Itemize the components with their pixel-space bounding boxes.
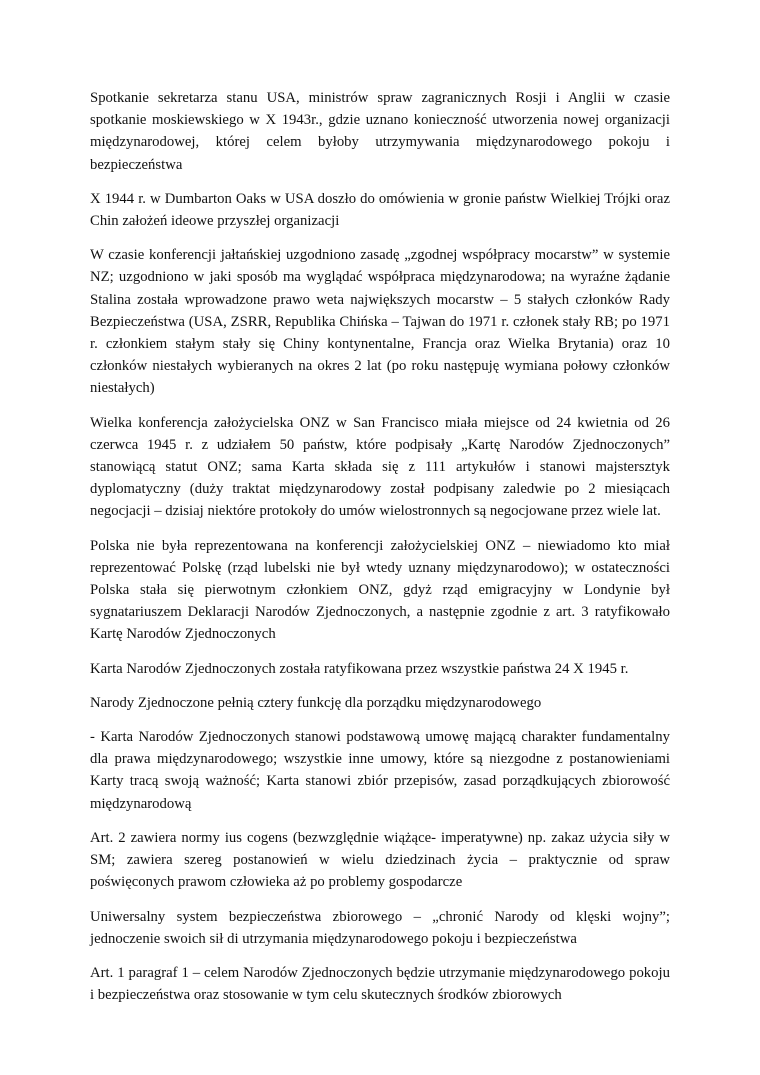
paragraph-collective-security: Uniwersalny system bezpieczeństwa zbiorowego – „chronić Narody od klęski wojny”; jednoczenie swoich sił di utrzymania międzynarodowego pokoju i bezpieczeństwa <box>90 908 670 947</box>
document-body <box>90 87 670 1006</box>
paragraph-ratification: Karta Narodów Zjednoczonych została ratyfikowana przez wszystkie państwa 24 X 1945 r. <box>90 660 629 677</box>
paragraph-yalta-conference: W czasie konferencji jałtańskiej uzgodniono zasadę „zgodnej współpracy mocarstw” w systemie NZ; uzgodniono w jaki sposób ma wyglądać współpraca międzynarodowa; na wyraźne żądanie Stalina została wprowadzone prawo weta największych mocarstw – 5 stałych członków Rady Bezpieczeństwa (USA, ZSRR, Republika Chińska – Tajwan do 1971 r. członek stały RB; po 1971 r. członkiem stałym stały się Chiny kontynentalne, Francja oraz Wielka Brytania) oraz 10 członków niestałych wybieranych na okres 2 lat (po roku następuję wymiana połowy członków niestałych) <box>90 247 670 397</box>
paragraph-article-2: Art. 2 zawiera normy ius cogens (bezwzględnie wiążące- imperatywne) np. zakaz użycia siły w SM; zawiera szereg postanowień w wielu dziedzinach życia – praktycznie od spraw poświęconych prawom człowieka aż po problemy gospodarcze <box>90 829 670 891</box>
paragraph-poland-membership: Polska nie była reprezentowana na konferencji założycielskiej ONZ – niewiadomo kto miał reprezentować Polskę (rząd lubelski nie był wtedy uznany międzynarodowo); w ostateczności Polska stała się pierwotnym członkiem ONZ, gdyż rząd emigracyjny w Londynie był sygnatariuszem Deklaracji Narodów Zjednoczonych, a następnie zgodnie z art. 3 ratyfikowało Kartę Narodów Zjednoczonych <box>90 537 670 643</box>
paragraph-san-francisco-conference: Wielka konferencja założycielska ONZ w San Francisco miała miejsce od 24 kwietnia od 26 czerwca 1945 r. z udziałem 50 państw, które podpisały „Kartę Narodów Zjednoczonych” stanowiącą statut ONZ; sama Karta składa się z 111 artykułów i stanowi majstersztyk dyplomatyczny (duży traktat międzynarodowy został podpisany zaledwie po 2 miesiącach negocjacji – dzisiaj niektóre protokoły do umów wielostronnych są negocjowane przez wiele lat. <box>90 414 670 520</box>
paragraph-article-1: Art. 1 paragraf 1 – celem Narodów Zjednoczonych będzie utrzymanie międzynarodowego pokoju i bezpieczeństwa oraz stosowanie w tym celu skutecznych środków zbiorowych <box>90 964 670 1004</box>
paragraph-dumbarton-oaks: X 1944 r. w Dumbarton Oaks w USA doszło do omówienia w gronie państw Wielkiej Trójki oraz Chin założeń ideowe przyszłej organizacji <box>90 190 670 230</box>
paragraph-charter-fundamental: - Karta Narodów Zjednoczonych stanowi podstawową umowę mającą charakter fundamentalny dla prawa międzynarodowego; wszystkie inne umowy, które są niezgodne z postanowieniami Karty tracą swoją ważność; Karta stanowi zbiór przepisów, zasad porządkujących zbiorowość międzynarodową <box>90 729 670 812</box>
paragraph-moscow-meeting: Spotkanie sekretarza stanu USA, ministrów spraw zagranicznych Rosji i Anglii w czasie spotkanie moskiewskiego w X 1943r., gdzie uznano konieczność utworzenia nowej organizacji międzynarodowej, której celem byłoby utrzymywania międzynarodowego pokoju i bezpieczeństwa <box>90 90 670 173</box>
paragraph-four-functions: Narody Zjednoczone pełnią cztery funkcję dla porządku międzynarodowego <box>90 694 542 711</box>
